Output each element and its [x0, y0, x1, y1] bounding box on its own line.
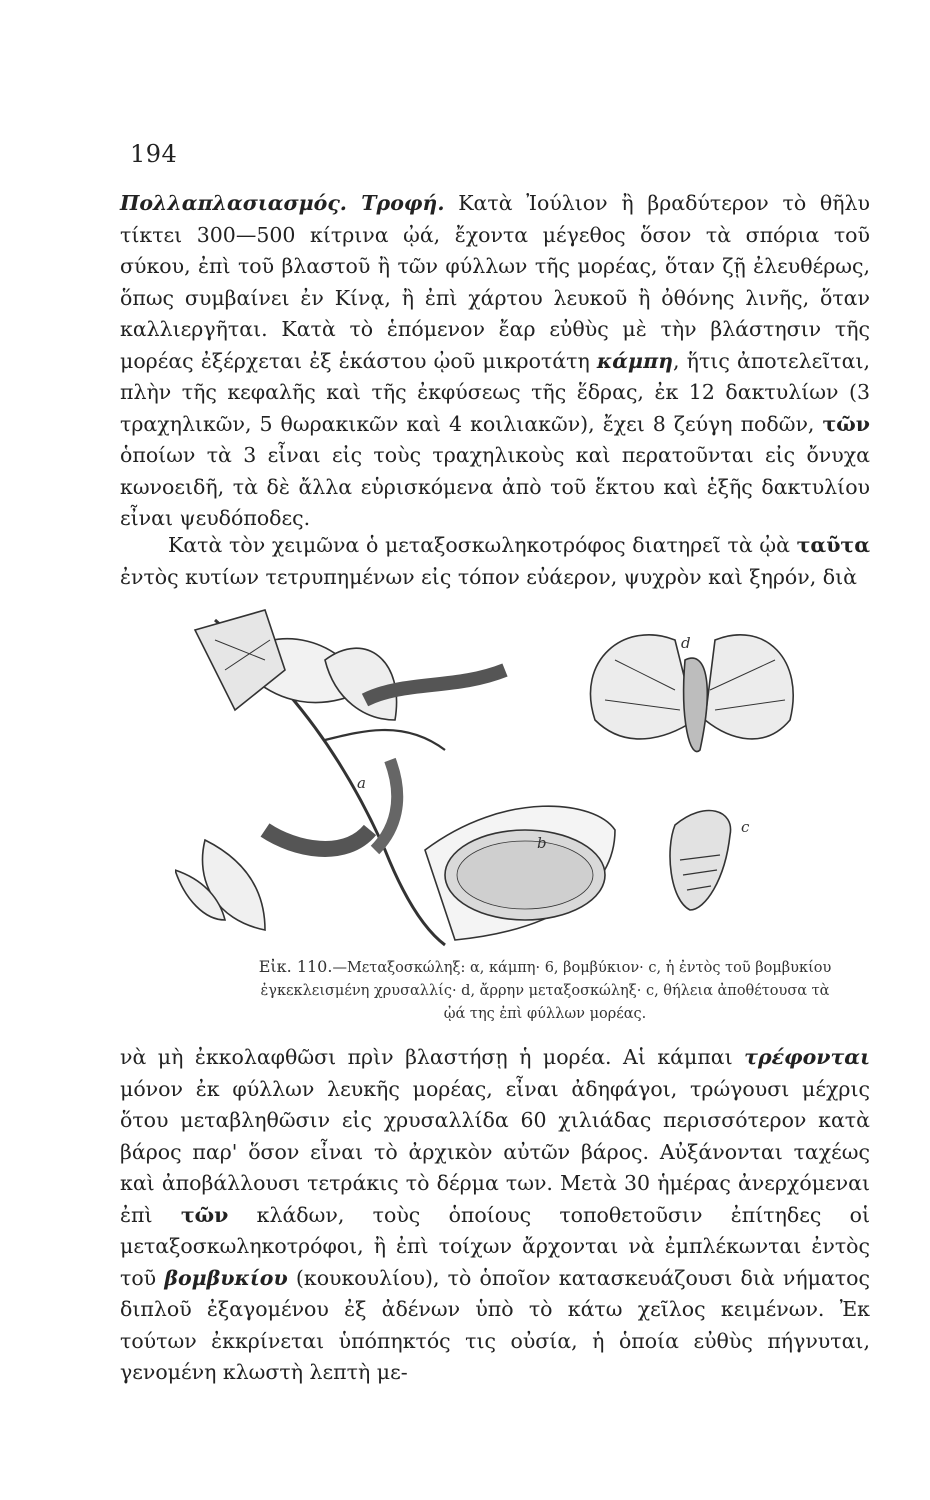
paragraph-text: ἐντὸς κυτίων τετρυπημένων εἰς τόπον εὐάερον, ψυχρὸν καὶ ξηρόν, διὰ — [120, 564, 857, 589]
emphasis-trefontai: τρέφονται — [744, 1045, 870, 1069]
paragraph-feeding — [120, 1042, 870, 1389]
paragraph-text: Κατὰ Ἰούλιον ἢ βραδύτερον τὸ θῆλυ τίκτει 300—500 κίτρινα ᾠά, ἔχοντα μέγεθος ὅσον τὰ σπόρια τοῦ σύκου, ἐπὶ τοῦ βλαστοῦ ἢ τῶν φύλλων τῆς μορέας, ὅταν ζῇ ἐλευθέρως, ὅπως συμβαίνει ἐν Κίνᾳ, ἢ ἐπὶ χάρτου λευκοῦ ἢ ὀθόνης λινῆς, ὅταν καλλιεργῆται. Κατὰ τὸ ἑπόμενον ἔαρ εὐθὺς μὲ τὴν βλάστησιν τῆς μορέας ἐξέρχεται ἐξ ἑκάστου ᾠοῦ μικροτάτη — [120, 191, 870, 373]
chrysalis — [670, 811, 731, 910]
figure-caption — [250, 955, 840, 1026]
paragraph-text: ὁποίων τὰ 3 εἶναι εἰς τοὺς τραχηλικοὺς καὶ περατοῦνται εἰς ὄνυχα κωνοειδῆ, τὰ δὲ ἄλλα εὑρισκόμενα ἀπὸ τοῦ ἕκτου καὶ ἑξῆς δακτυλίου εἶναι ψευδόποδες. — [120, 443, 870, 530]
page-number: 194 — [130, 140, 178, 168]
emphasis-kampe: κάμπη — [596, 348, 673, 373]
emphasis-ton: τῶν — [180, 1202, 229, 1227]
figure-label-c: c — [741, 818, 750, 836]
paragraph-winter — [120, 530, 870, 593]
paragraph-text: Κατὰ τὸν χειμῶνα ὁ μεταξοσκωληκοτρόφος διατηρεῖ τὰ ᾠὰ — [168, 533, 797, 557]
caption-number: Εἰκ. 110. — [258, 957, 333, 976]
paragraph-text: , ἥτις ἀποτελεῖται, πλὴν τῆς κεφαλῆς καὶ τῆς ἐκφύσεως τῆς ἕδρας, ἐκ 12 δακτυλίων (3 τραχηλικῶν, 5 θωρακικῶν καὶ 4 κοιλιακῶν), ἔχει 8 ζεύγη ποδῶν, — [120, 348, 870, 436]
silkworm-illustration — [175, 600, 805, 948]
figure-label-d: d — [681, 634, 691, 652]
figure-label-a: a — [357, 774, 366, 792]
emphasis-bombykiou: βομβυκίου — [164, 1265, 288, 1290]
paragraph-text: νὰ μὴ ἐκκολαφθῶσι πρὶν βλαστήσῃ ἡ μορέα. Αἱ κάμπαι — [120, 1045, 745, 1069]
caption-text: —Μεταξοσκώληξ: α, κάμπη· 6, βομβύκιον· c, ἡ ἐντὸς τοῦ βομβυκίου ἐγκεκλεισμένη χρυσαλλίς· d, ἄρρην μεταξοσκώληξ· c, θήλεια ἀποθέτουσα τὰ ᾠά της ἐπὶ φύλλων μορέας. — [260, 960, 832, 1022]
paragraph-text: μόνον ἐκ φύλλων λευκῆς μορέας, εἶναι ἀδηφάγοι, τρώγουσι μέχρις ὅτου μεταβληθῶσιν εἰς χρυσαλλίδα 60 χιλιάδας περισσότερον κατὰ βάρος παρ' ὅσον εἶναι τὸ ἀρχικὸν αὐτῶν βάρος. Αὐξάνονται ταχέως καὶ ἀποβάλλουσι τετράκις τὸ δέρμα των. Μετὰ 30 ἡμέρας ἀνερχόμεναι ἐπὶ — [120, 1076, 870, 1227]
caterpillar — [265, 830, 370, 849]
paragraph-reproduction — [120, 188, 870, 535]
male-moth-wing — [590, 635, 695, 739]
section-title: Πολλαπλασιασμός. Τροφή. — [120, 191, 445, 215]
emphasis-ton: τῶν — [822, 411, 870, 436]
male-moth-body — [684, 658, 708, 751]
emphasis-tauta: ταῦτα — [796, 533, 870, 557]
male-moth-wing — [705, 635, 793, 739]
branch-twig — [325, 730, 445, 750]
figure-label-b: b — [537, 834, 547, 852]
paragraph-text: κλάδων, τοὺς ὁποίους τοποθετοῦσιν ἐπίτηδες οἱ μεταξοσκωληκοτρόφοι, ἢ ἐπὶ τοίχων ἄρχονται νὰ ἐμπλέκωνται ἐντὸς τοῦ — [120, 1202, 870, 1290]
paragraph-text: (κουκουλίου), τὸ ὁποῖον κατασκευάζουσι διὰ νήματος διπλοῦ ἐξαγομένου ἐξ ἀδένων ὑπὸ τὸ κάτω χεῖλος κειμένων. Ἐκ τούτων ἐκκρίνεται ὑπόπηκτός τις οὐσία, ἡ ὁποία εὐθὺς πήγνυται, γενομένη κλωστὴ λεπτὴ με- — [120, 1265, 870, 1384]
mulberry-leaf — [325, 648, 397, 720]
